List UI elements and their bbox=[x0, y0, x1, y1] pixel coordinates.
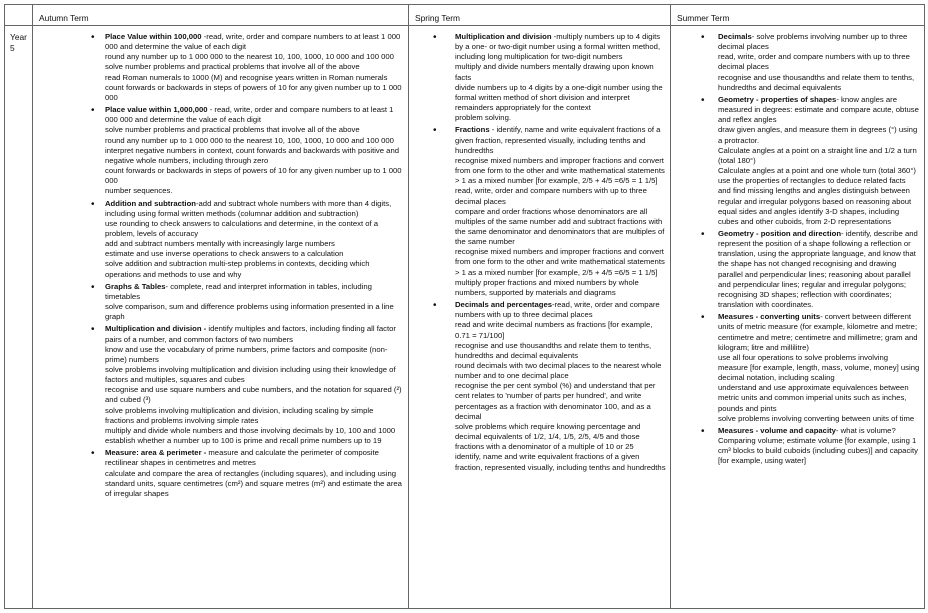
spring-cell bbox=[409, 26, 671, 609]
bullet-icon: • bbox=[701, 94, 705, 106]
spring-topic-list bbox=[409, 26, 670, 473]
topic-title: Measure: area & perimeter - bbox=[105, 448, 207, 458]
topic-line: - solve problems involving number up to three decimal places bbox=[718, 32, 908, 52]
bullet-icon: • bbox=[701, 32, 705, 43]
topic-line: -add and subtract whole numbers with more than 4 digits, including using formal written methods (columnar addition and subtraction) bbox=[105, 198, 392, 218]
topic-line: interpret negative numbers in context, count forwards and backwards with positive and negative whole numbers, including through zero bbox=[105, 145, 399, 165]
topic-title: Multiplication and division bbox=[455, 32, 552, 41]
topic-item bbox=[33, 32, 404, 103]
topic-line: read, write, order and compare numbers with up to three decimal places bbox=[455, 186, 647, 206]
topic-line: solve problems involving converting between units of time bbox=[718, 413, 915, 423]
topic-line: Calculate angles at a point on a straight line and 1/2 a turn (total 180°) bbox=[718, 145, 917, 165]
header-row bbox=[5, 5, 925, 26]
topic-line: - identify, name and write equivalent fractions of a given fraction, represented visually, including tenths and hundredths bbox=[455, 125, 661, 155]
topic-line: recognise mixed numbers and improper fractions and convert from one form to the other and write mathematical statements > 1 as a mixed number [for example, 2/5 + 4/5 =6/5 = 1 1/5] multiply proper fractions and mixed numbers by whole numbers, supported by materials and diagrams bbox=[455, 247, 665, 297]
topic-line: solve number problems and practical problems that involve all of the above bbox=[105, 62, 360, 72]
topic-text bbox=[105, 199, 404, 280]
topic-line: recognise and use thousandths and relate them to tenths, hundredths and decimal equivalents bbox=[455, 340, 652, 360]
topic-text bbox=[105, 324, 404, 446]
bullet-icon: • bbox=[433, 125, 437, 137]
header-spring: Spring Term bbox=[409, 5, 671, 26]
topic-line: recognise and use square numbers and cube numbers, and the notation for squared (²) and cubed (³) bbox=[105, 385, 402, 405]
summer-topic-list bbox=[671, 26, 924, 467]
topic-line: use the properties of rectangles to deduce related facts and find missing lengths and angles distinguish between regular and irregular polygons based on reasoning about equal sides and angles identify 3-D shapes, including cubes and other cuboids, from 2-D representations bbox=[718, 176, 912, 226]
topic-line: problem solving. bbox=[455, 113, 511, 123]
bullet-icon: • bbox=[701, 312, 705, 324]
topic-text bbox=[718, 312, 920, 424]
topic-line: recognise the per cent symbol (%) and understand that per cent relates to 'number of parts per hundred', and write percentages as a fraction with denominator 100, and as a decimal bbox=[455, 381, 656, 421]
topic-line: use rounding to check answers to calculations and determine, in the context of a problem, levels of accuracy bbox=[105, 218, 379, 238]
topic-title: Fractions bbox=[455, 125, 490, 135]
topic-item bbox=[33, 324, 404, 446]
topic-line: understand and use approximate equivalences between metric units and common imperial units such as inches, pounds and pints bbox=[718, 383, 909, 413]
topic-line: solve problems involving multiplication and division, including scaling by simple fractions and problems involving simple rates bbox=[105, 405, 374, 425]
bullet-icon: • bbox=[433, 32, 437, 43]
topic-line: solve problems involving multiplication and division including using their knowledge of factors and multiples, squares and cubes bbox=[105, 365, 396, 385]
bullet-icon: • bbox=[91, 324, 95, 336]
topic-line: Calculate angles at a point and one whole turn (total 360°) bbox=[718, 166, 916, 176]
topic-line: -read, write, order and compare numbers with up to three decimal places bbox=[455, 300, 660, 320]
topic-line: round decimals with two decimal places to the nearest whole number and to one decimal place bbox=[455, 361, 662, 381]
autumn-topic-list bbox=[33, 26, 408, 499]
topic-line: recognise and use thousandths and relate them to tenths, hundredths and decimal equivalents bbox=[718, 72, 915, 92]
topic-title: Measures - converting units bbox=[718, 312, 821, 322]
topic-item bbox=[409, 300, 666, 473]
topic-line: solve problems which require knowing percentage and decimal equivalents of 1/2, 1/4, 1/5, 2/5, 4/5 and those fractions with a denominator of a multiple of 10 or 25 bbox=[455, 421, 641, 452]
topic-title: Geometry - properties of shapes bbox=[718, 94, 837, 104]
topic-line: solve number problems and practical problems that involve all of the above bbox=[105, 125, 360, 135]
topic-title: Place value within 1,000,000 bbox=[105, 105, 208, 115]
topic-line: divide numbers up to 4 digits by a one-digit number using the formal written method of short division and interpret remainders appropriately for the context bbox=[455, 82, 663, 113]
autumn-cell bbox=[33, 26, 409, 609]
topic-line: count forwards or backwards in steps of powers of 10 for any given number up to 1 000 000 bbox=[105, 166, 402, 186]
topic-text bbox=[105, 282, 404, 323]
topic-text bbox=[455, 32, 666, 123]
bullet-icon: • bbox=[701, 425, 705, 437]
year-row bbox=[5, 26, 925, 609]
topic-line: recognise mixed numbers and improper fractions and convert from one form to the other and write mathematical statements > 1 as a mixed number [for example, 2/5 + 4/5 =6/5 = 1 1/5] bbox=[455, 155, 665, 186]
topic-item bbox=[33, 282, 404, 323]
topic-line: -multiply numbers up to 4 digits by a one- or two-digit number using a formal written method, including long multiplication for two-digit numbers bbox=[455, 32, 661, 62]
topic-line: estimate and use inverse operations to check answers to a calculation bbox=[105, 249, 344, 259]
header-summer: Summer Term bbox=[671, 5, 925, 26]
summer-cell bbox=[671, 26, 925, 609]
topic-text bbox=[718, 426, 920, 467]
topic-line: read, write, order and compare numbers with up to three decimal places bbox=[718, 52, 910, 72]
topic-title: Addition and subtraction bbox=[105, 198, 196, 208]
topic-title: Decimals bbox=[718, 32, 752, 41]
topic-item bbox=[409, 32, 666, 123]
topic-item bbox=[33, 105, 404, 196]
header-autumn: Autumn Term bbox=[33, 5, 409, 26]
year-label: Year 5 bbox=[5, 26, 33, 609]
topic-text bbox=[718, 95, 920, 227]
topic-title: Measures - volume and capacity bbox=[718, 425, 836, 435]
topic-line: number sequences. bbox=[105, 186, 173, 196]
topic-title: Graphs & Tables bbox=[105, 281, 166, 291]
topic-line: - read, write, order and compare numbers to at least 1 000 000 and determine the value of each digit bbox=[105, 105, 394, 125]
topic-line: - identify, describe and represent the position of a shape following a reflection or translation, using the appropriate language, and know that the shape has not changed recognising and drawing parallel and perpendicular lines; reasoning about parallel and perpendicular lines; regular and irregular polygons; recognising 3D shapes; reflection with coordinates; translation with coordinates. bbox=[718, 228, 918, 310]
topic-line: draw given angles, and measure them in degrees (°) using a protractor. bbox=[718, 125, 918, 145]
topic-line: - know angles are measured in degrees: estimate and compare acute, obtuse and reflex angles bbox=[718, 94, 919, 125]
topic-line: - complete, read and interpret information in tables, including timetables bbox=[105, 281, 372, 301]
topic-line: multiply and divide numbers mentally drawing upon known facts bbox=[455, 62, 654, 82]
bullet-icon: • bbox=[91, 281, 95, 293]
topic-item bbox=[33, 448, 404, 499]
topic-line: solve addition and subtraction multi-step problems in contexts, deciding which operations and methods to use and why bbox=[105, 259, 370, 279]
topic-line: count forwards or backwards in steps of powers of 10 for any given number up to 1 000 000 bbox=[105, 82, 402, 102]
topic-line: read Roman numerals to 1000 (M) and recognise years written in Roman numerals bbox=[105, 72, 388, 82]
topic-title: Place Value within 100,000 bbox=[105, 32, 202, 41]
topic-title: Multiplication and division - bbox=[105, 324, 207, 334]
topic-line: use all four operations to solve problems involving measure [for example, length, mass, volume, money] using decimal notation, including scaling bbox=[718, 352, 920, 383]
topic-text bbox=[455, 125, 666, 298]
topic-line: round any number up to 1 000 000 to the nearest 10, 100, 1000, 10 000 and 100 000 bbox=[105, 135, 394, 145]
topic-line: establish whether a number up to 100 is prime and recall prime numbers up to 19 bbox=[105, 436, 382, 446]
bullet-icon: • bbox=[91, 105, 95, 117]
topic-title: Geometry - position and direction bbox=[718, 228, 842, 238]
topic-line: -read, write, order and compare numbers to at least 1 000 000 and determine the value of each digit bbox=[105, 32, 401, 52]
topic-line: know and use the vocabulary of prime numbers, prime factors and composite (non-prime) numbers bbox=[105, 344, 388, 364]
topic-line: calculate and compare the area of rectangles (including squares), and including using standard units, square centimetres (cm²) and square metres (m²) and estimate the area of irregular shapes bbox=[105, 468, 402, 498]
topic-text bbox=[105, 105, 404, 196]
topic-text bbox=[455, 300, 666, 473]
topic-line: - what is volume? Comparing volume; estimate volume [for example, using 1 cm³ blocks to build cuboids (including cubes)] and capacity [for example, using water] bbox=[718, 425, 918, 466]
topic-line: identify, name and write equivalent fractions of a given fraction, represented visually, including tenths and hundredths bbox=[455, 452, 666, 472]
topic-title: Decimals and percentages bbox=[455, 300, 552, 310]
topic-line: measure and calculate the perimeter of composite rectilinear shapes in centimetres and metres bbox=[105, 448, 379, 468]
topic-item bbox=[671, 426, 920, 467]
topic-item bbox=[409, 125, 666, 298]
topic-line: read and write decimal numbers as fractions [for example, 0.71 = 71/100] bbox=[455, 320, 653, 340]
bullet-icon: • bbox=[91, 198, 95, 210]
topic-line: add and subtract numbers mentally with increasingly large numbers bbox=[105, 239, 335, 249]
bullet-icon: • bbox=[433, 300, 437, 312]
bullet-icon: • bbox=[91, 32, 95, 43]
topic-line: multiply and divide whole numbers and those involving decimals by 10, 100 and 1000 bbox=[105, 425, 396, 435]
topic-item bbox=[671, 229, 920, 310]
topic-line: identify multiples and factors, including finding all factor pairs of a number, and common factors of two numbers bbox=[105, 324, 396, 344]
bullet-icon: • bbox=[701, 228, 705, 240]
curriculum-table bbox=[4, 4, 925, 609]
topic-item bbox=[671, 32, 920, 93]
topic-text bbox=[105, 32, 404, 103]
topic-text bbox=[718, 32, 920, 93]
topic-text bbox=[718, 229, 920, 310]
topic-line: - convert between different units of metric measure (for example, kilometre and metre; centimetre and metre; centimetre and millimetre; gram and kilogram; litre and millilitre) bbox=[718, 312, 918, 352]
topic-item bbox=[33, 199, 404, 280]
topic-line: solve comparison, sum and difference problems using information presented in a line graph bbox=[105, 302, 394, 322]
topic-item bbox=[671, 312, 920, 424]
topic-item bbox=[671, 95, 920, 227]
corner-cell bbox=[5, 5, 33, 26]
topic-line: round any number up to 1 000 000 to the nearest 10, 100, 1000, 10 000 and 100 000 bbox=[105, 52, 394, 62]
topic-text bbox=[105, 448, 404, 499]
topic-line: compare and order fractions whose denominators are all multiples of the same number add and subtract fractions with the same denominator and denominators that are multiples of the same number bbox=[455, 206, 665, 247]
bullet-icon: • bbox=[91, 448, 95, 460]
